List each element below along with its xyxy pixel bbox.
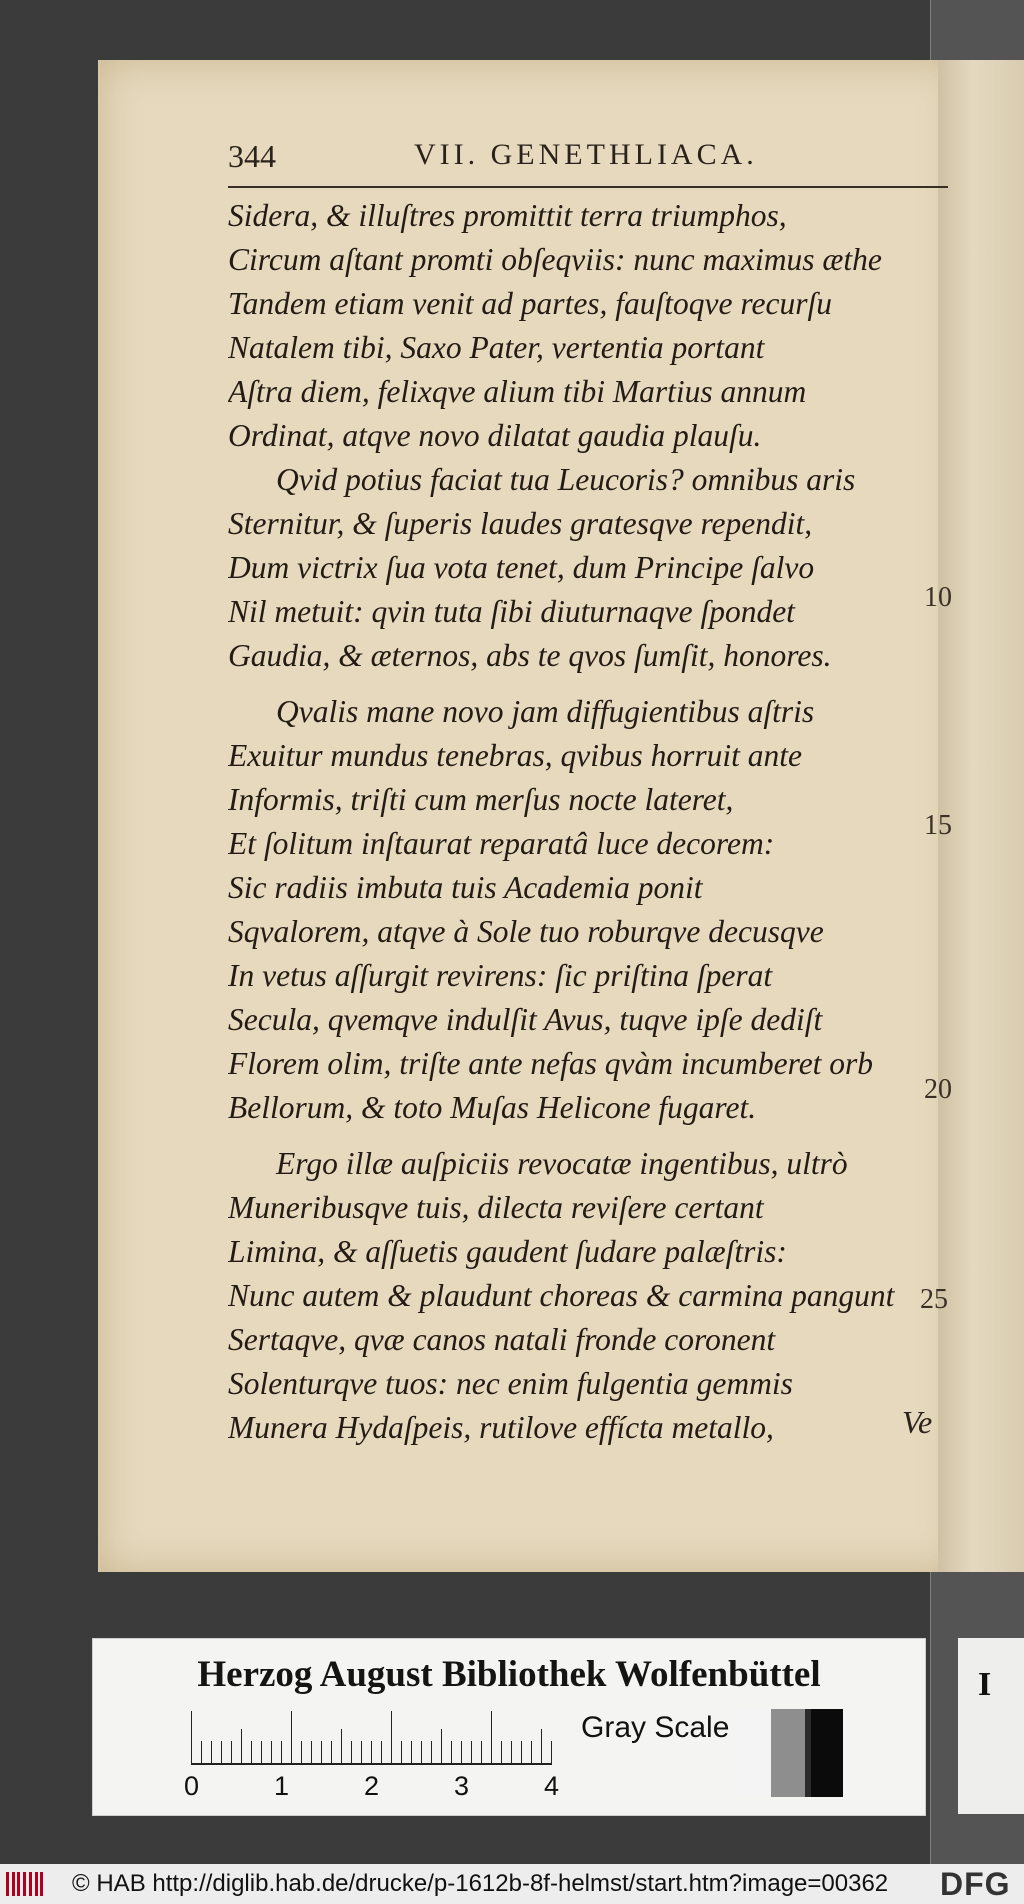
ruler-tick <box>201 1741 202 1765</box>
ruler-tick <box>451 1741 452 1765</box>
ruler-tick <box>391 1711 392 1765</box>
ruler-label: 2 <box>364 1771 380 1801</box>
second-card <box>958 1638 1024 1814</box>
text-line: Ordinat, atqve novo dilatat gaudia plauſu. <box>228 418 762 453</box>
ruler-tick <box>441 1729 442 1765</box>
text-line: In vetus aſſurgit revirens: ſic priſtina ſperat <box>228 958 773 993</box>
ruler-label: 3 <box>454 1771 470 1801</box>
text-line: Limina, & aſſuetis gaudent ſudare palæſtris: <box>228 1234 787 1269</box>
footer-bar <box>0 1864 1024 1904</box>
text-line: Tandem etiam venit ad partes, fauſtoqve recurſu <box>228 286 832 321</box>
ruler-tick <box>411 1741 412 1765</box>
text-line: Sic radiis imbuta tuis Academia ponit <box>228 870 703 905</box>
gray-swatch <box>733 1709 771 1797</box>
ruler-tick <box>271 1741 272 1765</box>
poem-text <box>228 194 948 1450</box>
ruler-tick <box>351 1741 352 1765</box>
ruler-tick <box>431 1741 432 1765</box>
ruler-tick <box>221 1741 222 1765</box>
ruler-tick <box>531 1741 532 1765</box>
gray-swatch <box>771 1709 805 1797</box>
ruler-tick <box>491 1711 492 1765</box>
ruler-tick <box>211 1741 212 1765</box>
ruler-tick <box>331 1741 332 1765</box>
stanza-gap <box>228 678 948 690</box>
line-number: 25 <box>920 1284 948 1315</box>
ruler-label: 1 <box>274 1771 290 1801</box>
text-line: Qvalis mane novo jam diffugientibus aſtris <box>276 694 815 729</box>
gray-swatch <box>811 1709 843 1797</box>
page-number: 344 <box>228 138 276 174</box>
text-line: Informis, triſti cum merſus nocte lateret, <box>228 782 734 817</box>
ruler-tick <box>281 1741 282 1765</box>
text-line: Natalem tibi, Saxo Pater, vertentia portant <box>228 330 765 365</box>
page-header <box>228 138 928 182</box>
ruler-tick <box>311 1741 312 1765</box>
ruler-tick <box>401 1741 402 1765</box>
ruler-tick <box>471 1741 472 1765</box>
text-line: Sidera, & illuſtres promittit terra triumphos, <box>228 198 787 233</box>
barcode-icon <box>6 1872 44 1896</box>
ruler-tick <box>251 1741 252 1765</box>
ruler-tick <box>511 1741 512 1765</box>
ruler-tick <box>361 1741 362 1765</box>
text-line: Gaudia, & æternos, abs te qvos ſumſit, honores. <box>228 638 832 673</box>
second-card-letter: I <box>978 1666 992 1703</box>
text-line: Sqvalorem, atqve à Sole tuo roburqve decusqve <box>228 914 824 949</box>
color-calibration-card <box>92 1638 926 1816</box>
text-line: Ergo illæ auſpiciis revocatæ ingentibus, ultrò <box>276 1146 848 1181</box>
text-line: Aſtra diem, felixqve alium tibi Martius annum <box>228 374 807 409</box>
line-number: 20 <box>924 1074 952 1105</box>
text-line: Exuitur mundus tenebras, qvibus horruit ante <box>228 738 802 773</box>
line-number: 15 <box>924 810 952 841</box>
ruler-label: 4 <box>544 1771 560 1801</box>
line-number: 10 <box>924 582 952 613</box>
ruler-tick <box>461 1741 462 1765</box>
ruler-tick <box>321 1741 322 1765</box>
text-line: Dum victrix ſua vota tenet, dum Principe ſalvo <box>228 550 815 585</box>
text-line: Nil metuit: qvin tuta ſibi diuturnaqve ſpondet <box>228 594 795 629</box>
ruler-tick <box>341 1729 342 1765</box>
ruler-tick <box>421 1741 422 1765</box>
text-line: Solenturqve tuos: nec enim fulgentia gemmis <box>228 1366 793 1401</box>
text-line: Muneribusqve tuis, dilecta reviſere certant <box>228 1190 764 1225</box>
text-line: Sertaqve, qvæ canos natali fronde coronent <box>228 1322 776 1357</box>
ruler-label: 0 <box>184 1771 200 1801</box>
header-rule <box>228 186 948 188</box>
ruler-tick <box>381 1741 382 1765</box>
text-line: Munera Hydaſpeis, rutilove effícta metallo, <box>228 1410 774 1445</box>
scale-ruler <box>191 1711 561 1765</box>
text-line: Circum aſtant promti obſeqviis: nunc maximus æthe <box>228 242 882 277</box>
text-line: Et ſolitum inſtaurat reparatâ luce decorem: <box>228 826 775 861</box>
ruler-tick <box>301 1741 302 1765</box>
running-head: VII. GENETHLIACA. <box>414 138 758 171</box>
ruler-tick <box>501 1741 502 1765</box>
ruler-tick <box>291 1711 292 1765</box>
text-line: Sternitur, & ſuperis laudes gratesqve rependit, <box>228 506 813 541</box>
source-url[interactable]: © HAB http://diglib.hab.de/drucke/p-1612b-8f-helmst/start.htm?image=00362 <box>72 1870 889 1897</box>
gray-scale-label: Gray Scale <box>581 1711 730 1744</box>
ruler-tick <box>231 1741 232 1765</box>
ruler-tick <box>371 1741 372 1765</box>
ruler-tick <box>481 1741 482 1765</box>
dfg-logo: DFG <box>940 1866 1011 1902</box>
ruler-tick <box>521 1741 522 1765</box>
text-line: Bellorum, & toto Muſas Helicone fugaret. <box>228 1090 757 1125</box>
ruler-tick <box>541 1729 542 1765</box>
library-name: Herzog August Bibliothek Wolfenbüttel <box>197 1654 821 1695</box>
text-line: Secula, qvemqve indulſit Avus, tuqve ipſe dediſt <box>228 1002 823 1037</box>
text-line: Florem olim, triſte ante nefas qvàm incumberet orb <box>228 1046 874 1081</box>
ruler-tick <box>241 1729 242 1765</box>
text-line: Nunc autem & plaudunt choreas & carmina pangunt <box>228 1278 895 1313</box>
ruler-tick <box>191 1711 192 1765</box>
stanza-gap <box>228 1130 948 1142</box>
ruler-tick <box>261 1741 262 1765</box>
text-line: Qvid potius faciat tua Leucoris? omnibus aris <box>276 462 856 497</box>
ruler-tick <box>551 1741 552 1765</box>
catchword: Ve <box>902 1404 933 1440</box>
